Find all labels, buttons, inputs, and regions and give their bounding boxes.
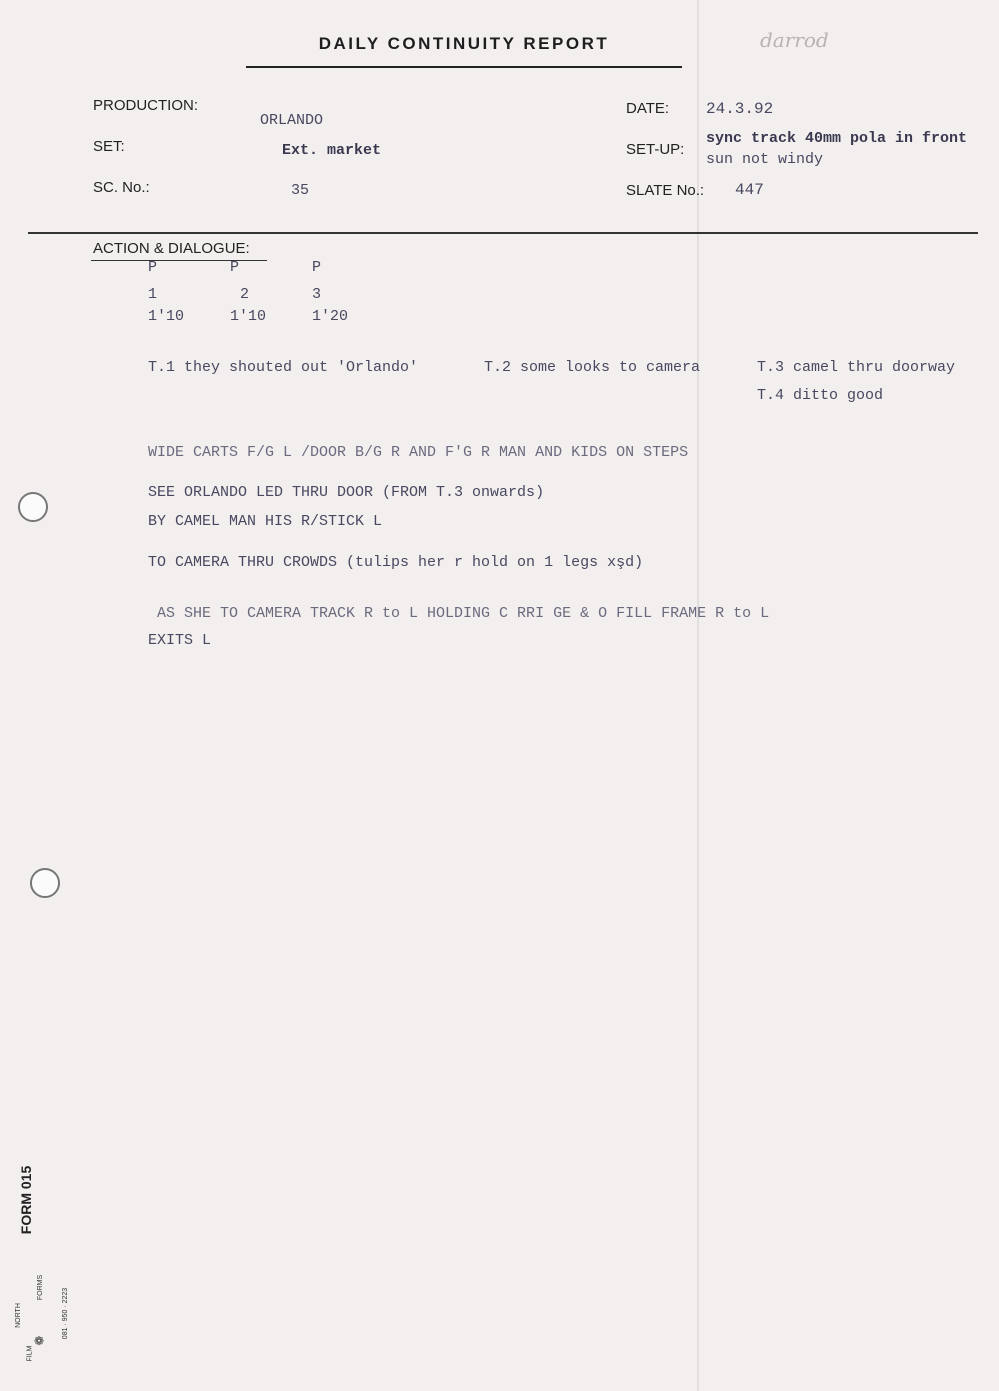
description-line: AS SHE TO CAMERA TRACK R to L HOLDING C RRI GE & O FILL FRAME R to L	[148, 605, 770, 622]
form-code: FORM 015	[18, 1165, 35, 1235]
description-line: BY CAMEL MAN HIS R/STICK L	[148, 513, 383, 530]
set-value: Ext. market	[282, 142, 382, 159]
description-line: TO CAMERA THRU CROWDS (tulips her r hold on 1 legs xşd)	[148, 554, 644, 571]
take-3-duration: 1'20	[312, 308, 349, 325]
publisher-forms: FORMS	[37, 1274, 45, 1301]
slate-value: 447	[735, 181, 764, 199]
setup-line-2: sun not windy	[706, 151, 824, 168]
set-label: SET:	[93, 138, 125, 155]
section-divider	[28, 232, 978, 234]
description-line: SEE ORLANDO LED THRU DOOR (FROM T.3 onwards)	[148, 484, 545, 501]
punch-hole	[18, 492, 48, 522]
take-2-number: 2	[240, 286, 250, 303]
production-value: ORLANDO	[260, 112, 324, 129]
description-line: EXITS L	[148, 632, 212, 649]
take-2-duration: 1'10	[230, 308, 267, 325]
punch-hole	[30, 868, 60, 898]
production-label: PRODUCTION:	[93, 97, 198, 114]
take-note-1: T.1 they shouted out 'Orlando'	[148, 359, 419, 376]
action-dialogue-label: ACTION & DIALOGUE:	[93, 240, 250, 257]
take-3-status: P	[312, 259, 322, 276]
publisher-phone: 081 · 950 · 2223	[62, 1287, 70, 1340]
description-line: WIDE CARTS F/G L /DOOR B/G R AND F'G R MAN AND KIDS ON STEPS	[148, 444, 689, 461]
paper-fold-crease	[697, 0, 699, 1391]
publisher-film: FILM	[26, 1345, 34, 1362]
pencil-annotation: darrod	[760, 28, 829, 52]
sc-value: 35	[291, 182, 310, 199]
date-label: DATE:	[626, 100, 670, 117]
action-label-underline	[91, 260, 267, 261]
take-note-2: T.2 some looks to camera	[484, 359, 701, 376]
report-title: DAILY CONTINUITY REPORT	[318, 34, 610, 53]
publisher-north: NORTH	[14, 1303, 22, 1328]
take-1-duration: 1'10	[148, 308, 185, 325]
take-2-status: P	[230, 259, 240, 276]
date-value: 24.3.92	[706, 100, 774, 118]
publisher-logo-icon: ❁	[34, 1334, 45, 1348]
slate-label: SLATE No.:	[626, 182, 705, 199]
setup-label: SET-UP:	[626, 141, 685, 158]
sc-label: SC. No.:	[93, 179, 150, 196]
take-3-number: 3	[312, 286, 322, 303]
title-underline	[246, 66, 682, 68]
take-1-status: P	[148, 259, 158, 276]
setup-line-1: sync track 40mm pola in front	[706, 130, 968, 147]
take-note-4: T.4 ditto good	[757, 387, 884, 404]
take-1-number: 1	[148, 286, 158, 303]
take-note-3: T.3 camel thru doorway	[757, 359, 956, 376]
